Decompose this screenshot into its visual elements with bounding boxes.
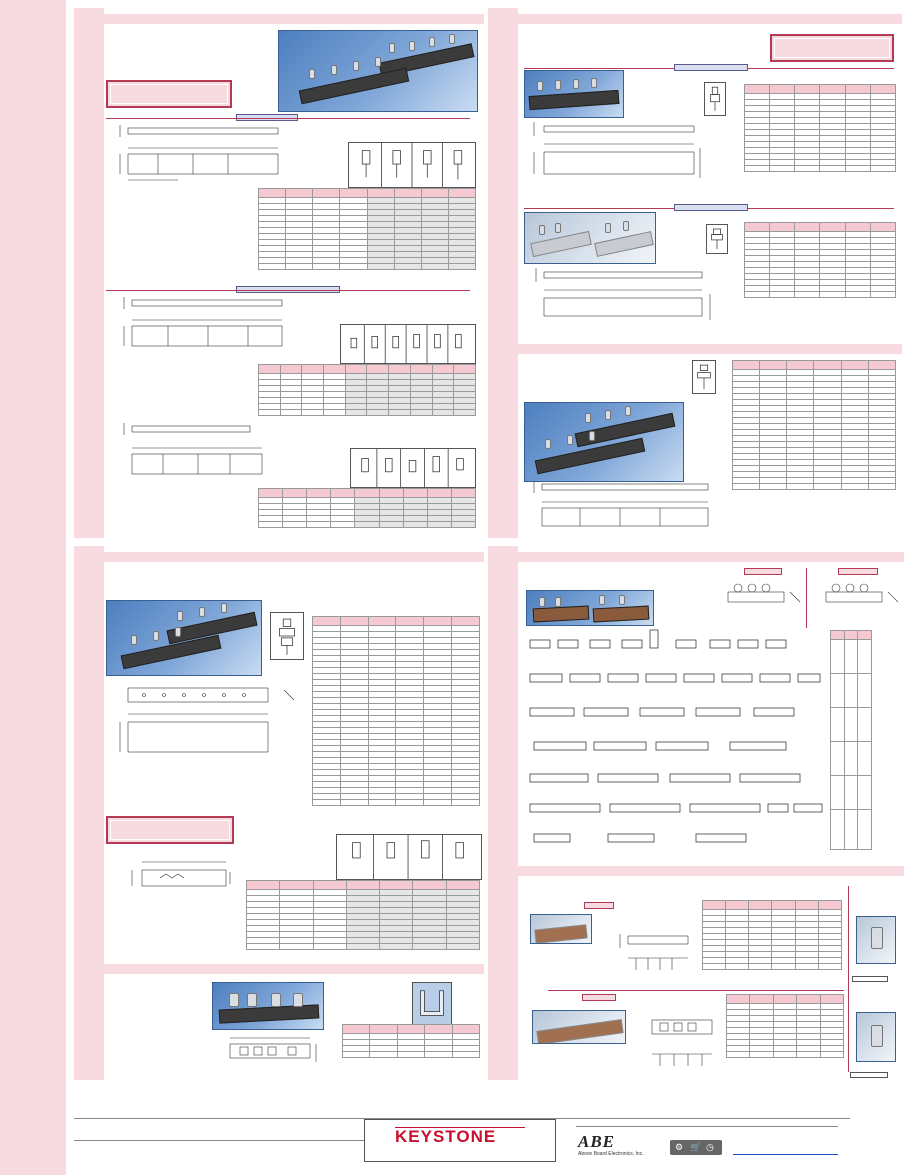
tag-sub-2 [582, 994, 616, 1001]
abe-tagline: Above Board Electronics, Inc. [578, 1151, 644, 1157]
drawing-lug-2 [818, 576, 904, 614]
terminal-types-icons-3 [350, 448, 476, 488]
product-photo-top-left [278, 30, 478, 112]
drawing-sub-2 [638, 1008, 722, 1072]
gutter-bottom-right [488, 546, 518, 1080]
spec-table-8 [246, 880, 480, 950]
spec-table-10 [830, 630, 872, 850]
footer-icon-bar [670, 1140, 722, 1155]
panel-mid-right [518, 354, 902, 538]
page-sidebar [0, 0, 66, 1175]
tag-strip-2 [838, 568, 878, 575]
caption-side-2 [850, 1072, 888, 1078]
website-link[interactable] [733, 1154, 838, 1155]
band-top-left [104, 14, 484, 24]
spec-table-11 [702, 900, 842, 970]
drawing-strip-6 [530, 480, 716, 534]
title-box-bottom-left [106, 816, 234, 844]
band-bottom-right-2 [518, 866, 904, 876]
terminal-types-icons-2 [340, 324, 476, 364]
gear-icon[interactable]: ⚙ [675, 1142, 684, 1152]
panel-bottom-right [518, 562, 904, 860]
spec-table-6 [732, 360, 896, 490]
divider-vertical-2 [848, 886, 849, 1072]
product-photo-sub-1 [530, 914, 592, 944]
gutter-top-right [488, 8, 518, 538]
drawing-strip-1 [118, 124, 294, 186]
footer-rule-right [576, 1126, 838, 1127]
keystone-logo: KEYSTONE [395, 1127, 497, 1146]
tag-sub-1 [584, 902, 614, 909]
product-photo-side-2 [856, 1012, 896, 1062]
product-photo-terminal-strips [526, 590, 654, 626]
terminal-icon-c [692, 360, 716, 394]
product-photo-side-1 [856, 916, 896, 964]
title-box-top-left [106, 80, 232, 108]
footer-rule-bottom [74, 1140, 364, 1141]
product-photo-sub-2 [532, 1010, 626, 1044]
product-photo-bracket [212, 982, 324, 1030]
divider-vertical [806, 568, 807, 628]
band-top-right [518, 14, 902, 24]
section-label-4 [674, 204, 748, 211]
drawing-sub-1 [614, 928, 698, 974]
gutter-bottom-left [74, 546, 104, 1080]
drawing-strip-2 [118, 296, 294, 358]
panel-bottom-right-2 [518, 876, 904, 1080]
keystone-logo-box [364, 1119, 556, 1162]
cart-icon[interactable]: 🛒 [690, 1142, 702, 1152]
terminal-icon-d [270, 612, 304, 660]
terminal-types-icons-1 [348, 142, 476, 188]
bracket-icon [412, 982, 452, 1026]
band-mid-right [518, 344, 902, 354]
spec-table-12 [726, 994, 844, 1058]
tag-strip-1 [744, 568, 782, 575]
section-label-3 [674, 64, 748, 71]
title-box-top-right [770, 34, 894, 62]
product-photo-mid-right [524, 402, 684, 482]
spec-table-5 [744, 222, 896, 298]
spec-table-9 [342, 1024, 480, 1058]
terminal-icon-a [704, 82, 726, 116]
spec-table-3 [258, 488, 476, 528]
band-bottom-right [518, 552, 904, 562]
section-rule-5 [548, 990, 844, 991]
spec-table-4 [744, 84, 896, 172]
terminal-strip-catalog-grid [526, 628, 826, 854]
drawing-bracket [216, 1032, 324, 1074]
terminal-icon-b [706, 224, 728, 254]
product-photo-top-right-1 [524, 70, 624, 118]
band-bottom-left [104, 552, 484, 562]
gutter-top-left [74, 8, 104, 538]
caption-side-1 [852, 976, 888, 982]
drawing-strip-3 [118, 422, 268, 482]
product-photo-top-right-2 [524, 212, 656, 264]
panel-top-left [104, 24, 484, 538]
drawing-strip-7 [114, 680, 300, 766]
section-rule-1 [106, 118, 470, 119]
panel-bottom-left-2 [104, 974, 484, 1080]
drawing-strip-4 [528, 120, 708, 184]
terminal-types-icons-4 [336, 834, 482, 880]
drawing-strip-5 [528, 264, 718, 328]
abe-logo: ABE [578, 1132, 616, 1151]
clock-icon[interactable]: ◷ [706, 1142, 714, 1152]
drawing-strip-8 [126, 854, 236, 898]
spec-table-7 [312, 616, 480, 806]
spec-table-1 [258, 188, 476, 270]
section-rule-2 [106, 290, 470, 291]
panel-top-right [518, 24, 902, 340]
spec-table-2 [258, 364, 476, 416]
band-bottom-left-2 [104, 964, 484, 974]
product-photo-bottom-left [106, 600, 262, 676]
panel-bottom-left [104, 562, 484, 962]
drawing-lug-1 [714, 576, 806, 614]
